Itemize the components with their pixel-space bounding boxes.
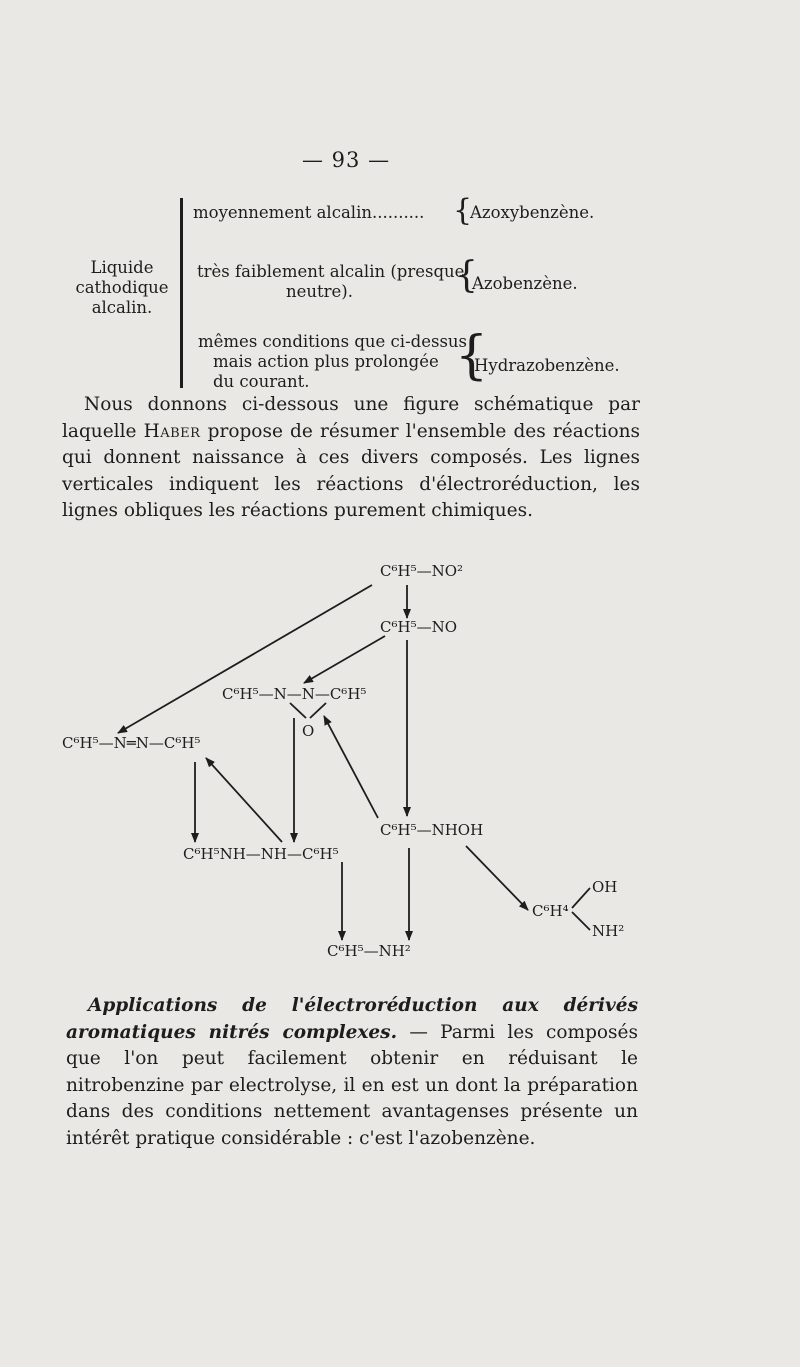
compound-azobenzene: C⁶H⁵—N═N—C⁶H⁵ bbox=[62, 734, 201, 752]
compound-phenylhydroxylamine: C⁶H⁵—NHOH bbox=[380, 821, 484, 839]
paragraph-lead: Nous donnons ci-dessous une figure schématique par laquelle bbox=[62, 394, 640, 442]
azoxy-oxygen: O bbox=[302, 722, 315, 740]
product-hydrazobenzene: Hydrazobenzène. bbox=[474, 356, 620, 375]
bond-n-o bbox=[290, 703, 306, 718]
compound-nitrosobenzene: C⁶H⁵—NO bbox=[380, 618, 458, 636]
bond-n-o bbox=[310, 703, 326, 718]
aminophenol-nh2-group: NH² bbox=[592, 922, 625, 940]
condition-row: très faiblement alcalin (presque bbox=[197, 262, 465, 281]
compound-hydrazobenzene: C⁶H⁵NH—NH—C⁶H⁵ bbox=[183, 845, 339, 863]
condition-row: mêmes conditions que ci-dessus bbox=[198, 332, 468, 351]
product-azoxybenzene: Azoxybenzène. bbox=[470, 203, 595, 222]
arrow-nitro-to-azo bbox=[118, 585, 372, 733]
product-brace: { bbox=[453, 193, 473, 228]
left-label-line: Liquide bbox=[90, 258, 154, 277]
paragraph-text: — Parmi les composés que l'on peut facilement obtenir en réduisant le nitrobenzine par electrolyse, il en est un dont la préparation dans des conditions nettement avantagenses présente un intérêt pratique considérable : c'est l'azobenzène. bbox=[66, 1021, 638, 1149]
compound-nitrobenzene: C⁶H⁵—NO² bbox=[380, 562, 464, 580]
condition-row: du courant. bbox=[213, 372, 310, 391]
paragraph-applications bbox=[66, 993, 638, 1152]
product-brace: { bbox=[455, 326, 489, 386]
arrow-hydroxylamine-to-azoxy bbox=[324, 716, 378, 818]
product-azobenzene: Azobenzène. bbox=[472, 274, 578, 293]
arrow-nitroso-to-azoxy bbox=[304, 636, 385, 683]
left-label-line: alcalin. bbox=[91, 298, 153, 317]
condition-row: neutre). bbox=[286, 282, 353, 301]
compound-azoxybenzene: C⁶H⁵—N—N—C⁶H⁵ bbox=[222, 685, 367, 703]
section-heading: Applications de l'électroréduction aux dérivés aromatiques nitrés complexes. bbox=[66, 995, 638, 1043]
aminophenol-oh-group: OH bbox=[592, 878, 618, 896]
compound-aniline: C⁶H⁵—NH² bbox=[327, 942, 411, 960]
compound-aminophenol-core: C⁶H⁴ bbox=[532, 902, 569, 920]
bond-c-oh bbox=[572, 888, 590, 908]
arrow-hydrazo-to-azo bbox=[206, 758, 282, 842]
paragraph-rest: propose de résumer l'ensemble des réactions qui donnent naissance à ces divers composés. Les lignes verticales indiquent les réactions d'électroréduction, les lignes obliques les réactions purement chimiques. bbox=[62, 420, 640, 521]
author-name: Haber bbox=[143, 420, 201, 442]
page-number: — 93 — bbox=[302, 148, 391, 172]
bond-c-nh2 bbox=[572, 912, 590, 930]
product-brace: { bbox=[455, 255, 478, 296]
arrow-hydroxylamine-to-aminophenol bbox=[466, 846, 528, 910]
condition-row: moyennement alcalin.......... bbox=[193, 203, 425, 222]
left-label-line: cathodique bbox=[75, 278, 169, 297]
condition-row: mais action plus prolongée bbox=[213, 352, 439, 371]
